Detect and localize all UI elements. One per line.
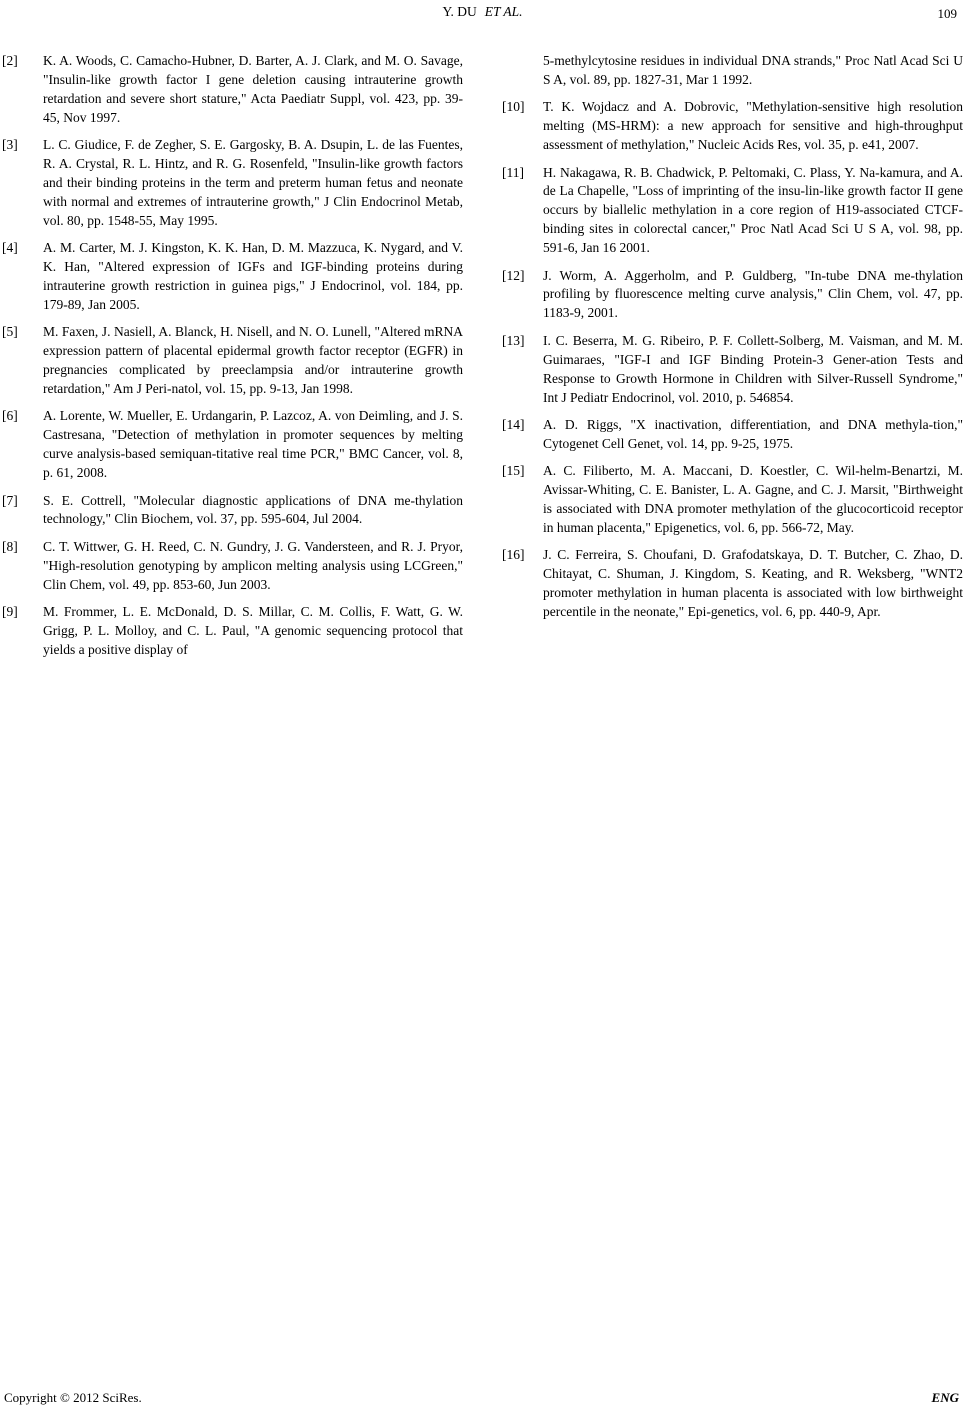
reference-entry	[502, 546, 963, 622]
reference-number: [14]	[502, 416, 525, 432]
reference-text: M. Faxen, J. Nasiell, A. Blanck, H. Nisell, and N. O. Lunell, "Altered mRNA expression pattern of placental epidermal growth factor receptor (EGFR) in pregnancies complicated by preeclampsia and/or intrauterine growth retardation," Am J Peri-natol, vol. 15, pp. 9-13, Jan 1998.	[43, 324, 463, 396]
reference-text: A. C. Filiberto, M. A. Maccani, D. Koestler, C. Wil-helm-Benartzi, M. Avissar-Whiting, C. E. Banister, L. A. Gagne, and C. J. Marsit, "Birthweight is associated with DNA promoter methylation of the glucocorticoid receptor in human placenta," Epigenetics, vol. 6, pp. 566-72, May.	[543, 463, 963, 535]
reference-number: [7]	[2, 492, 18, 508]
reference-text: A. D. Riggs, "X inactivation, differentiation, and DNA methyla-tion," Cytogenet Cell Genet, vol. 14, pp. 9-25, 1975.	[543, 416, 963, 451]
reference-number: [13]	[502, 332, 525, 348]
reference-number: [3]	[2, 137, 18, 153]
reference-entry	[2, 407, 463, 483]
journal-abbreviation: ENG	[931, 1390, 959, 1405]
reference-text: S. E. Cottrell, "Molecular diagnostic applications of DNA me-thylation technology," Clin Biochem, vol. 37, pp. 595-604, Jul 2004.	[43, 492, 463, 527]
reference-entry	[502, 416, 963, 454]
reference-entry	[502, 98, 963, 155]
reference-text: J. C. Ferreira, S. Choufani, D. Grafodatskaya, D. T. Butcher, C. Zhao, D. Chitayat, C. Shuman, J. Kingdom, S. Keating, and R. Weksberg, "WNT2 promoter methylation in human placenta is associated with low birthweight percentile in the neonate," Epi-genetics, vol. 6, pp. 440-9, Apr.	[543, 547, 963, 620]
reference-entry	[2, 52, 463, 128]
reference-text: J. Worm, A. Aggerholm, and P. Guldberg, "In-tube DNA me-thylation profiling by fluorescence melting curve analysis," Clin Chem, vol. 47, pp. 1183-9, 2001.	[543, 267, 963, 321]
reference-text: I. C. Beserra, M. G. Ribeiro, P. F. Collett-Solberg, M. Vaisman, and M. M. Guimaraes, "IGF-I and IGF Binding Protein-3 Gener-ation Tests and Response to Growth Hormone in Children with Silver-Russell Syndrome," Int J Pediatr Endocrinol, vol. 2010, p. 546854.	[543, 332, 963, 405]
running-head	[0, 4, 965, 20]
reference-entry	[2, 492, 463, 530]
page-header	[0, 4, 965, 24]
reference-text: M. Frommer, L. E. McDonald, D. S. Millar, C. M. Collis, F. Watt, G. W. Grigg, P. L. Molloy, and C. L. Paul, "A genomic sequencing protocol that yields a positive display of	[43, 604, 463, 657]
reference-text: L. C. Giudice, F. de Zegher, S. E. Gargosky, B. A. Dsupin, L. de las Fuentes, R. A. Crystal, R. L. Hintz, and R. G. Rosenfeld, "Insulin-like growth factors and their binding proteins in the term and preterm human fetus and neonate with normal and extremes of intrauterine growth," J Clin Endocrinol Metab, vol. 80, pp. 1548-55, May 1995.	[43, 137, 463, 228]
reference-number: [9]	[2, 604, 18, 620]
reference-entry	[502, 462, 963, 538]
reference-entry	[502, 332, 963, 408]
reference-number: [2]	[2, 53, 18, 68]
reference-entry	[2, 603, 463, 660]
reference-number: [6]	[2, 408, 18, 424]
reference-number: [4]	[2, 240, 18, 256]
reference-entry	[2, 239, 463, 315]
reference-text: T. K. Wojdacz and A. Dobrovic, "Methylation-sensitive high resolution melting (MS-HRM): a new approach for sensitive and high-throughput assessment of methylation," Nucleic Acids Res, vol. 35, p. e41, 2007.	[543, 99, 963, 153]
reference-number: [8]	[2, 538, 18, 554]
reference-number: [15]	[502, 463, 525, 479]
reference-text: H. Nakagawa, R. B. Chadwick, P. Peltomaki, C. Plass, Y. Na-kamura, and A. de La Chapelle, "Loss of imprinting of the insu-lin-like growth factor II gene occurs by biallelic methylation in a core region of H19-associated CTCF-binding sites in colorectal cancer," Proc Natl Acad Sci U S A, vol. 98, pp. 591-6, Jan 16 2001.	[543, 164, 963, 256]
copyright-notice: Copyright © 2012 SciRes.	[4, 1390, 142, 1405]
references-left-column	[2, 52, 463, 668]
reference-text: K. A. Woods, C. Camacho-Hubner, D. Barter, A. J. Clark, and M. O. Savage, "Insulin-like growth factor I gene deletion causing intrauterine growth retardation and severe short stature," Acta Paediatr Suppl, vol. 423, pp. 39-45, Nov 1997.	[43, 53, 463, 125]
reference-text: A. M. Carter, M. J. Kingston, K. K. Han, D. M. Mazzuca, K. Nygard, and V. K. Han, "Altered expression of IGFs and IGF-binding proteins during intrauterine growth restriction in guinea pigs," J Endocrinol, vol. 184, pp. 179-89, Jan 2005.	[43, 240, 463, 312]
reference-text: 5-methylcytosine residues in individual DNA strands," Proc Natl Acad Sci U S A, vol. 89, pp. 1827-31, Mar 1 1992.	[543, 53, 963, 87]
running-head-et-al: ET AL.	[484, 4, 523, 19]
reference-entry	[502, 267, 963, 324]
running-head-authors: Y. DU	[442, 4, 477, 19]
reference-entry	[502, 164, 963, 259]
reference-entry	[502, 52, 963, 90]
page-footer	[0, 1390, 965, 1410]
reference-entry	[2, 538, 463, 595]
reference-entry	[2, 136, 463, 231]
page-number: 109	[937, 6, 957, 21]
reference-number	[502, 52, 543, 90]
reference-text: A. Lorente, W. Mueller, E. Urdangarin, P. Lazcoz, A. von Deimling, and J. S. Castresana, "Detection of methylation in promoter sequences by melting curve analysis-based semiquan-titative real time PCR," BMC Cancer, vol. 8, p. 61, 2008.	[43, 408, 463, 481]
reference-number: [12]	[502, 267, 525, 283]
reference-text: C. T. Wittwer, G. H. Reed, C. N. Gundry, J. G. Vandersteen, and R. J. Pryor, "High-resolution genotyping by amplicon melting analysis using LCGreen," Clin Chem, vol. 49, pp. 853-60, Jun 2003.	[43, 538, 463, 592]
reference-number: [11]	[502, 164, 524, 180]
reference-entry	[2, 323, 463, 399]
reference-number: [16]	[502, 547, 525, 563]
reference-number: [10]	[502, 99, 525, 115]
references-right-column	[502, 52, 963, 630]
reference-number: [5]	[2, 324, 18, 340]
